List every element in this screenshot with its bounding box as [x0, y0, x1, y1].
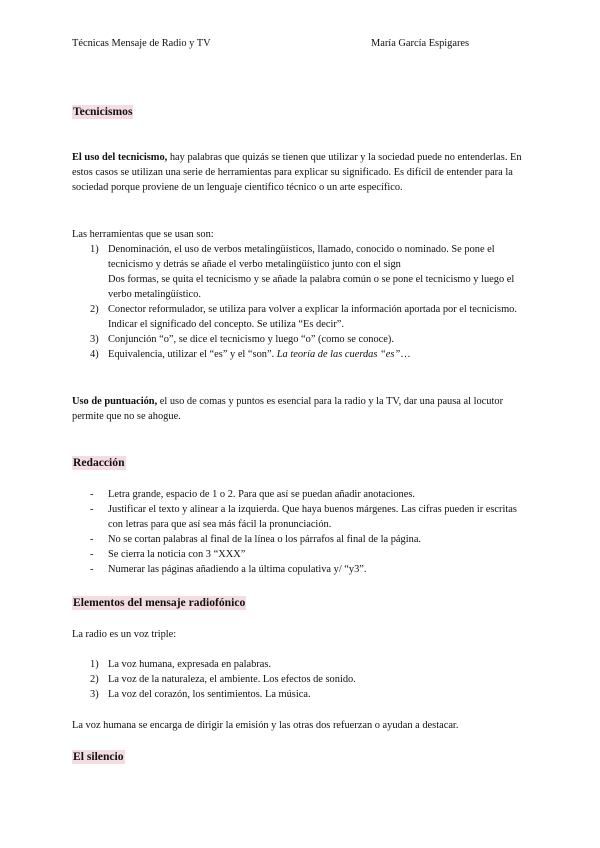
bullet: - — [90, 504, 94, 515]
list-item-text: Justificar el texto y alinear a la izquierda. Que haya buenos márgenes. Las cifras pueden ir escritas con letras para que así sea más fácil la pronunciación. — [108, 504, 517, 530]
list-item-extra: Dos formas, se quita el tecnicismo y se añade la palabra común o se pone el tecnicismo y luego el verbo metalingüístico. — [108, 274, 515, 300]
list-number: 2) — [90, 674, 99, 685]
bullet: - — [90, 489, 94, 500]
list-item — [72, 347, 532, 362]
redaccion-list — [72, 487, 532, 577]
heading-redaccion: Redacción — [73, 456, 125, 469]
elementos-closing — [72, 718, 532, 733]
elementos-closing-text: La voz humana se encarga de dirigir la emisión y las otras dos refuerzan o ayudan a destacar. — [72, 720, 459, 731]
list-item — [72, 242, 532, 302]
list-item — [72, 672, 532, 687]
list-item-text: Denominación, el uso de verbos metalingüísticos, llamado, conocido o nominado. Se pone el tecnicismo y detrás se añade el verbo metalingüístico junto con el sign — [108, 244, 495, 270]
list-number: 1) — [90, 659, 99, 670]
list-item — [72, 547, 532, 562]
intro-text: hay palabras que quizás se tienen que utilizar y la sociedad puede no entenderlas. En estos casos se utilizan una serie de herramientas para explicar su significado. Es difícil de entender para la sociedad porque proviene de un lenguaje científico técnico o un arte específico. — [72, 152, 522, 193]
puntuacion-text: el uso de comas y puntos es esencial para la radio y la TV, dar una pausa al locutor permite que no se ahogue. — [72, 396, 504, 422]
list-number: 2) — [90, 304, 99, 315]
list-item-text: Conector reformulador, se utiliza para volver a explicar la información aportada por el tecnicismo. Indicar el significado del concepto. Se utiliza “Es decir”. — [108, 304, 517, 330]
list-item — [72, 502, 532, 532]
list-item — [72, 562, 532, 577]
list-item-italic: La teoría de las cuerdas “es” — [276, 349, 401, 360]
paragraph-tecnicismo-intro — [72, 150, 532, 195]
list-item-text-main: Equivalencia, utilizar el “es” y el “son”. — [108, 349, 277, 360]
tools-intro — [72, 227, 532, 242]
bullet: - — [90, 564, 94, 575]
list-item-text: La voz humana, expresada en palabras. — [108, 659, 271, 670]
list-item-text: Conjunción “o”, se dice el tecnicismo y luego “o” (como se conoce). — [108, 334, 394, 345]
heading-tecnicismos: Tecnicismos — [73, 105, 133, 118]
elementos-intro — [72, 627, 532, 642]
list-item-text: La voz del corazón, los sentimientos. La música. — [108, 689, 311, 700]
list-item-tail: … — [400, 349, 411, 360]
list-item — [72, 657, 532, 672]
list-number: 3) — [90, 689, 99, 700]
intro-bold: El uso del tecnicismo, — [72, 152, 168, 163]
list-item-text: La voz de la naturaleza, el ambiente. Los efectos de sonido. — [108, 674, 356, 685]
list-item — [72, 302, 532, 332]
list-item — [72, 487, 532, 502]
elementos-intro-text: La radio es un voz triple: — [72, 629, 177, 640]
list-number: 3) — [90, 334, 99, 345]
list-item — [72, 687, 532, 702]
tools-intro-text: Las herramientas que se usan son: — [72, 229, 214, 240]
heading-elementos: Elementos del mensaje radiofónico — [73, 596, 246, 609]
tools-list — [72, 242, 532, 362]
bullet: - — [90, 534, 94, 545]
puntuacion-bold: Uso de puntuación, — [72, 396, 158, 407]
header-author: María García Espigares — [371, 38, 470, 49]
heading-silencio: El silencio — [73, 750, 124, 763]
bullet: - — [90, 549, 94, 560]
paragraph-puntuacion — [72, 394, 532, 424]
list-item-text: Numerar las páginas añadiendo a la última copulativa y/ “y3”. — [108, 564, 367, 575]
list-item-text: No se cortan palabras al final de la línea o los párrafos al final de la página. — [108, 534, 422, 545]
list-item — [72, 332, 532, 347]
list-number: 1) — [90, 244, 99, 255]
list-number: 4) — [90, 349, 99, 360]
header-course-title: Técnicas Mensaje de Radio y TV — [72, 38, 211, 49]
list-item-text: Se cierra la noticia con 3 “XXX” — [108, 549, 246, 560]
list-item-text: Letra grande, espacio de 1 o 2. Para que así se puedan añadir anotaciones. — [108, 489, 415, 500]
list-item — [72, 532, 532, 547]
elementos-list — [72, 657, 532, 702]
list-item-text — [108, 347, 532, 362]
